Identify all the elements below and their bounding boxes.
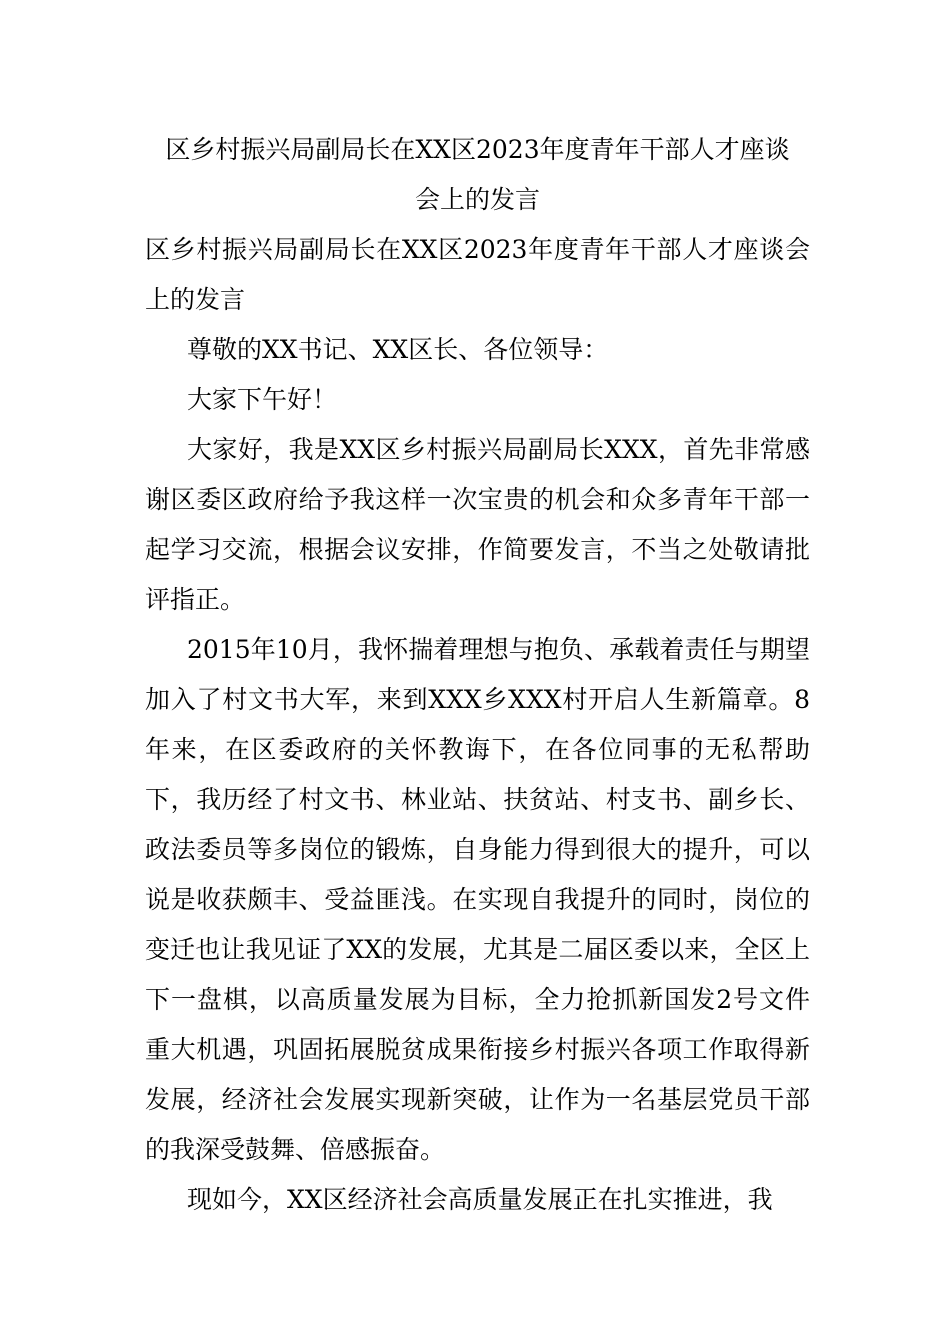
body-paragraph-3: 现如今，XX区经济社会高质量发展正在扎实推进，我 — [187, 1185, 773, 1214]
title-line-2: 会上的发言 — [414, 185, 540, 214]
title-line-1: 区乡村振兴局副局长在XX区2023年度青年干部人才座谈 — [165, 135, 790, 164]
body-paragraph-2: 2015年10月，我怀揣着理想与抱负、承载着责任与期望加入了村文书大军，来到XXX乡XXX村开启人生新篇章。8年来，在区委政府的关怀教诲下，在各位同事的无私帮助下，我历经了村文书、林业站、扶贫站、村支书、副乡长、政法委员等多岗位的锻炼，自身能力得到很大的提升，可以说是收获颇丰、受益匪浅。在实现自我提升的同时，岗位的变迁也让我见证了XX的发展，尤其是二届区委以来，全区上下一盘棋，以高质量发展为目标，全力抢抓新国发2号文件重大机遇，巩固拓展脱贫成果衔接乡村振兴各项工作取得新发展，经济社会发展实现新突破，让作为一名基层党员干部的我深受鼓舞、倍感振奋。 — [145, 635, 810, 1164]
document-page — [145, 125, 810, 1225]
subtitle-paragraph: 区乡村振兴局副局长在XX区2023年度青年干部人才座谈会上的发言 — [145, 235, 810, 314]
body-paragraph-1: 大家好，我是XX区乡村振兴局副局长XXX，首先非常感谢区委区政府给予我这样一次宝贵的机会和众多青年干部一起学习交流，根据会议安排，作简要发言，不当之处敬请批评指正。 — [145, 435, 810, 614]
salutation-paragraph: 尊敬的XX书记、XX区长、各位领导： — [187, 335, 609, 364]
document-title — [145, 125, 810, 225]
greeting-paragraph: 大家下午好！ — [187, 385, 338, 414]
